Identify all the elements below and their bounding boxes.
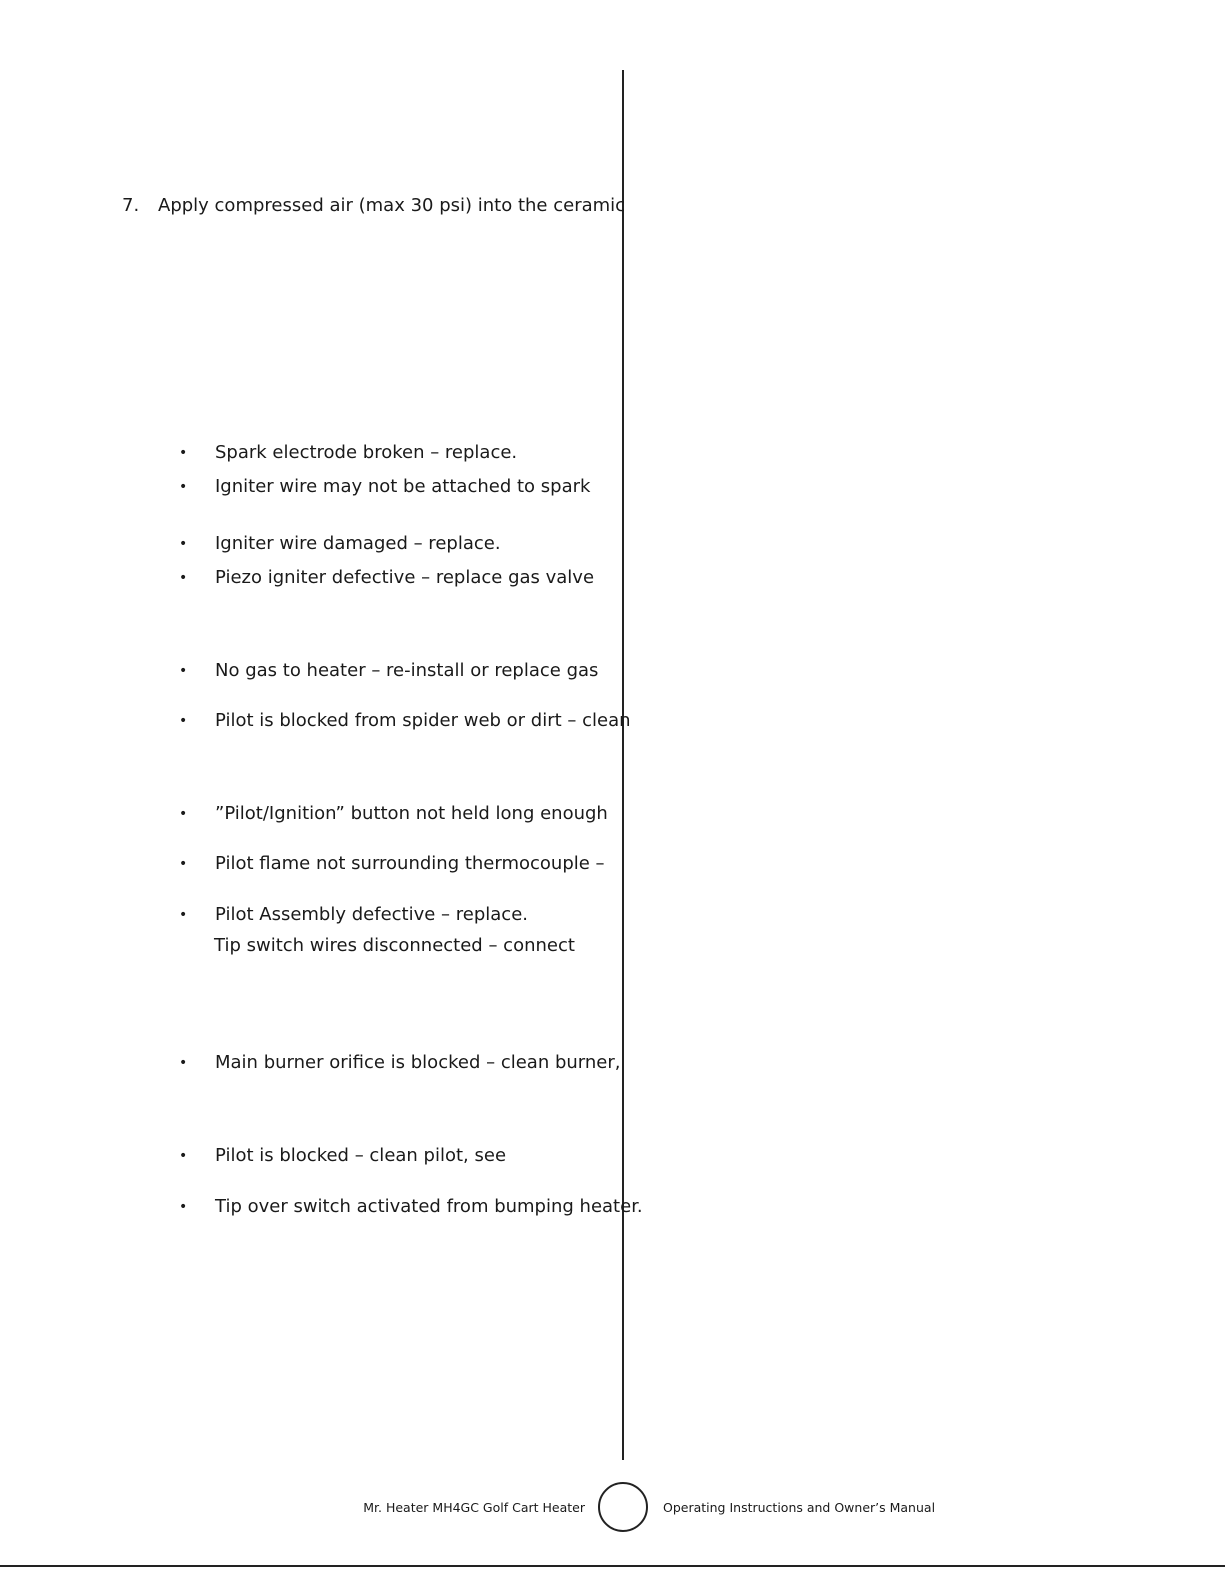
bullet-text: Pilot is blocked from spider web or dirt – clean: [215, 710, 631, 731]
bullet-item: [178, 475, 590, 499]
bullet-text: Igniter wire may not be attached to spark: [215, 476, 591, 497]
bullet-dot-icon: •: [179, 536, 188, 552]
column-divider: [622, 70, 624, 1460]
bullet-text: Tip over switch activated from bumping heater.: [215, 1196, 643, 1217]
bullet-dot-icon: •: [179, 806, 188, 822]
bullet-dot-icon: •: [179, 1199, 188, 1215]
bullet-dot-icon: •: [179, 570, 188, 586]
bullet-item: [178, 1051, 620, 1075]
bottom-rule: [0, 1565, 1225, 1567]
bullet-item: [178, 802, 608, 826]
bullet-text: Pilot Assembly defective – replace.: [215, 904, 528, 925]
bullet-text: Main burner orifice is blocked – clean burner,: [215, 1052, 621, 1073]
page-number-circle: [598, 1482, 648, 1532]
bullet-item: [178, 903, 528, 927]
bullet-text: Piezo igniter defective – replace gas valve: [215, 567, 595, 588]
bullet-dot-icon: •: [179, 713, 188, 729]
bullet-text: Igniter wire damaged – replace.: [215, 533, 501, 554]
footer-manual-title: Operating Instructions and Owner’s Manual: [663, 1500, 936, 1515]
bullet-dot-icon: •: [179, 1055, 188, 1071]
bullet-item: [178, 1144, 506, 1168]
bullet-text: Pilot flame not surrounding thermocouple –: [215, 853, 605, 874]
bullet-dot-icon: •: [179, 907, 188, 923]
bullet-item: [178, 852, 605, 876]
bullet-item: [178, 566, 594, 590]
bullet-item: [178, 1195, 643, 1219]
step-7: [122, 194, 625, 218]
continuation-line: Tip switch wires disconnected – connect: [214, 935, 575, 956]
bullet-dot-icon: •: [179, 663, 188, 679]
bullet-item: [178, 532, 501, 556]
bullet-item: [178, 709, 631, 733]
step-number: 7.: [122, 195, 140, 216]
step-text: Apply compressed air (max 30 psi) into the ceramic: [158, 195, 626, 216]
bullet-text: ”Pilot/Ignition” button not held long enough: [215, 803, 608, 824]
footer-product-name: Mr. Heater MH4GC Golf Cart Heater: [363, 1500, 585, 1515]
bullet-item: [178, 659, 598, 683]
bullet-text: Pilot is blocked – clean pilot, see: [215, 1145, 507, 1166]
bullet-dot-icon: •: [179, 1148, 188, 1164]
bullet-text: No gas to heater – re-install or replace gas: [215, 660, 599, 681]
bullet-text: Spark electrode broken – replace.: [215, 442, 518, 463]
bullet-dot-icon: •: [179, 479, 188, 495]
bullet-dot-icon: •: [179, 856, 188, 872]
bullet-dot-icon: •: [179, 445, 188, 461]
bullet-item: [178, 441, 517, 465]
